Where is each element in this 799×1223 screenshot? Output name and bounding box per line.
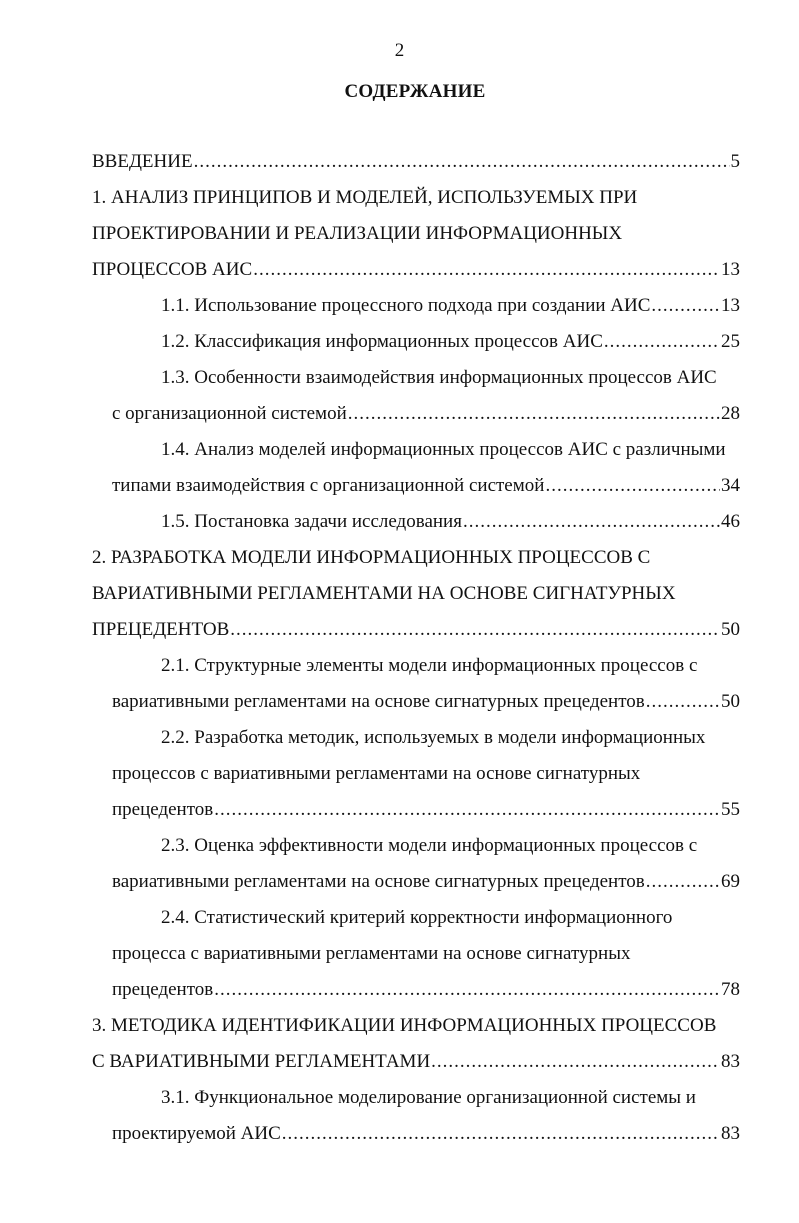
toc-page-number: 34 — [721, 475, 740, 496]
toc-page-number: 13 — [721, 259, 740, 280]
toc-entry-section-1-2 — [161, 328, 740, 356]
toc-entry-text: прецедентов — [112, 979, 214, 1000]
toc-line-chapter-2: 2. РАЗРАБОТКА МОДЕЛИ ИНФОРМАЦИОННЫХ ПРОЦЕССОВ С — [92, 547, 651, 568]
toc-line-section-2-2: процессов с вариативными регламентами на основе сигнатурных — [112, 763, 641, 784]
leader-dots — [282, 1120, 720, 1148]
toc-line-section-2-3: 2.3. Оценка эффективности модели информационных процессов с — [161, 835, 698, 856]
toc-line-chapter-1: 1. АНАЛИЗ ПРИНЦИПОВ И МОДЕЛЕЙ, ИСПОЛЬЗУЕМЫХ ПРИ — [92, 187, 638, 208]
toc-line-chapter-3: 3. МЕТОДИКА ИДЕНТИФИКАЦИИ ИНФОРМАЦИОННЫХ ПРОЦЕССОВ — [92, 1015, 717, 1036]
toc-entry-section-1-3 — [112, 400, 740, 428]
leader-dots — [194, 148, 730, 176]
toc-page-number: 28 — [721, 403, 740, 424]
leader-dots — [646, 868, 720, 896]
toc-page-number: 83 — [721, 1051, 740, 1072]
toc-line-chapter-1: ПРОЕКТИРОВАНИИ И РЕАЛИЗАЦИИ ИНФОРМАЦИОННЫХ — [92, 223, 623, 244]
toc-entry-section-3-1 — [112, 1120, 740, 1148]
toc-page-number: 13 — [721, 295, 740, 316]
toc-entry-text: 1.2. Классификация информационных процессов АИС — [161, 331, 603, 352]
toc-page-number: 83 — [721, 1123, 740, 1144]
toc-line-section-3-1: 3.1. Функциональное моделирование организационной системы и — [161, 1087, 696, 1108]
toc-entry-text: вариативными регламентами на основе сигнатурных прецедентов — [112, 871, 645, 892]
toc-entry-section-2-4 — [112, 976, 740, 1004]
toc-line-section-1-4: 1.4. Анализ моделей информационных процессов АИС с различными — [161, 439, 726, 460]
toc-entry-introduction — [92, 148, 740, 176]
toc-entry-section-1-4 — [112, 472, 740, 500]
toc-page-number: 5 — [730, 151, 740, 172]
toc-entry-text: 1.5. Постановка задачи исследования — [161, 511, 462, 532]
leader-dots — [230, 616, 720, 644]
toc-page-number: 25 — [721, 331, 740, 352]
toc-line-section-1-3: 1.3. Особенности взаимодействия информационных процессов АИС — [161, 367, 717, 388]
toc-entry-section-1-1 — [161, 292, 740, 320]
toc-line-section-2-1: 2.1. Структурные элементы модели информационных процессов с — [161, 655, 698, 676]
leader-dots — [646, 688, 720, 716]
toc-entry-text: ПРОЦЕССОВ АИС — [92, 259, 253, 280]
toc-entry-text: ВВЕДЕНИЕ — [92, 151, 193, 172]
toc-entry-text: с организационной системой — [112, 403, 347, 424]
leader-dots — [253, 256, 720, 284]
toc-entry-text: типами взаимодействия с организационной системой — [112, 475, 545, 496]
toc-page-number: 46 — [721, 511, 740, 532]
leader-dots — [214, 976, 720, 1004]
toc-entry-text: 1.1. Использование процессного подхода при создании АИС — [161, 295, 651, 316]
toc-entry-chapter-3 — [92, 1048, 740, 1076]
toc-line-section-2-4: 2.4. Статистический критерий корректности информационного — [161, 907, 673, 928]
toc-line-section-2-2: 2.2. Разработка методик, используемых в модели информационных — [161, 727, 706, 748]
leader-dots — [348, 400, 720, 428]
toc-entry-section-2-3 — [112, 868, 740, 896]
toc-entry-section-2-2 — [112, 796, 740, 824]
toc-line-section-2-4: процесса с вариативными регламентами на основе сигнатурных — [112, 943, 631, 964]
leader-dots — [545, 472, 720, 500]
toc-page-number: 55 — [721, 799, 740, 820]
toc-entry-text: проектируемой АИС — [112, 1123, 281, 1144]
toc-page-number: 50 — [721, 691, 740, 712]
leader-dots — [463, 508, 720, 536]
page-number: 2 — [394, 40, 405, 61]
leader-dots — [651, 292, 720, 320]
toc-page-number: 50 — [721, 619, 740, 640]
leader-dots — [431, 1048, 720, 1076]
leader-dots — [604, 328, 720, 356]
toc-entry-chapter-1 — [92, 256, 740, 284]
toc-page-number: 78 — [721, 979, 740, 1000]
toc-entry-chapter-2 — [92, 616, 740, 644]
toc-entry-text: вариативными регламентами на основе сигнатурных прецедентов — [112, 691, 645, 712]
toc-entry-text: ПРЕЦЕДЕНТОВ — [92, 619, 230, 640]
toc-entry-text: С ВАРИАТИВНЫМИ РЕГЛАМЕНТАМИ — [92, 1051, 431, 1072]
toc-page-number: 69 — [721, 871, 740, 892]
toc-entry-section-1-5 — [161, 508, 740, 536]
leader-dots — [214, 796, 720, 824]
toc-entry-text: прецедентов — [112, 799, 214, 820]
toc-title: СОДЕРЖАНИЕ — [344, 81, 486, 102]
toc-line-chapter-2: ВАРИАТИВНЫМИ РЕГЛАМЕНТАМИ НА ОСНОВЕ СИГНАТУРНЫХ — [92, 583, 676, 604]
toc-entry-section-2-1 — [112, 688, 740, 716]
